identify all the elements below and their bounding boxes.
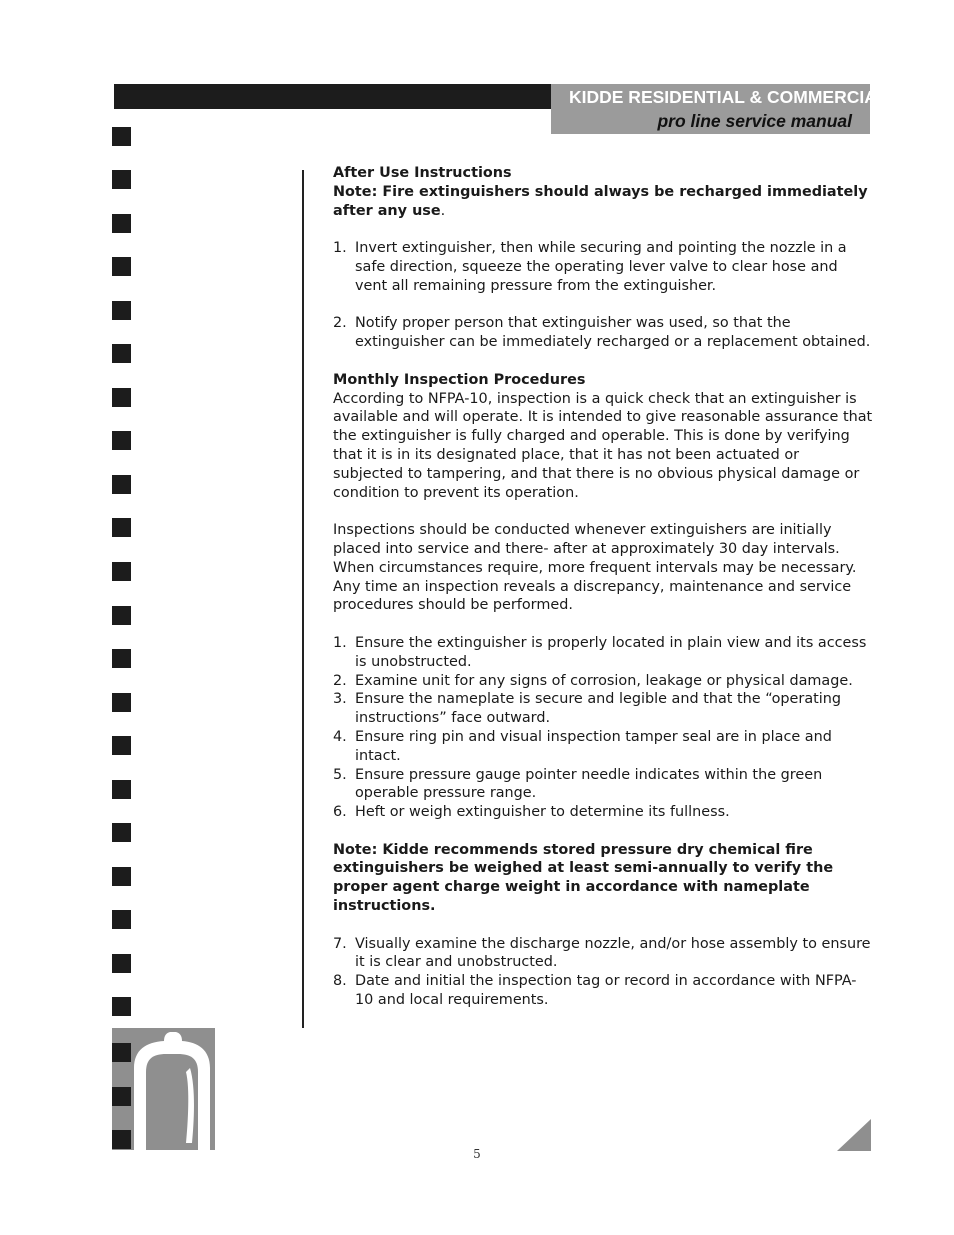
margin-square (112, 736, 131, 755)
margin-square (112, 562, 131, 581)
monthly-heading: Monthly Inspection Procedures (333, 371, 586, 388)
list-item: 4. Ensure ring pin and visual inspection tamper seal are in place and intact. (333, 728, 832, 764)
margin-square (112, 214, 131, 233)
list-item: 7. Visually examine the discharge nozzle, and/or hose assembly to ensure it is clear and unobstructed. (333, 935, 871, 971)
weighing-note: Note: Kidde recommends stored pressure dry chemical fire extinguishers be weighed at least semi-annually to verify the proper agent charge weight in accordance with nameplate instructions. (333, 841, 834, 915)
after-use-note: Note: Fire extinguishers should always be recharged immediately after any use. (333, 183, 868, 219)
margin-square (112, 170, 131, 189)
list-item: 1. Invert extinguisher, then while securing and pointing the nozzle in a safe direction, squeeze the operating lever valve to clear hose and vent all remaining pressure from the extinguisher. (333, 240, 847, 294)
list-item: 3. Ensure the nameplate is secure and legible and that the “operating instructions” face outward. (333, 691, 842, 727)
header-title: KIDDE RESIDENTIAL & COMMERCIAL (569, 87, 888, 107)
margin-square (112, 1043, 131, 1062)
margin-square (112, 431, 131, 450)
page-corner-triangle (837, 1119, 871, 1151)
margin-square (112, 780, 131, 799)
list-item: 2. Notify proper person that extinguisher was used, so that the extinguisher can be immediately recharged or a replacement obtained. (333, 315, 871, 351)
margin-square (112, 1087, 131, 1106)
header-bar (114, 84, 552, 109)
main-content (333, 164, 873, 1010)
margin-square (112, 518, 131, 537)
margin-square (112, 954, 131, 973)
margin-square (112, 649, 131, 668)
margin-square (112, 475, 131, 494)
header-box (551, 84, 888, 134)
extinguisher-logo (112, 1028, 215, 1150)
list-item: 8. Date and initial the inspection tag or record in accordance with NFPA-10 and local requirements. (333, 973, 857, 1009)
margin-square (112, 388, 131, 407)
margin-square (112, 127, 131, 146)
margin-square (112, 606, 131, 625)
vertical-rule (302, 170, 304, 1028)
after-use-heading: After Use Instructions (333, 165, 512, 181)
margin-square (112, 693, 131, 712)
margin-square (112, 910, 131, 929)
margin-square (112, 997, 131, 1016)
list-item: 6. Heft or weigh extinguisher to determine its fullness. (333, 804, 730, 821)
margin-square (112, 257, 131, 276)
header-subtitle: pro line service manual (657, 111, 852, 131)
list-item: 5. Ensure pressure gauge pointer needle indicates within the green operable pressure range. (333, 766, 823, 802)
page-number: 5 (473, 1147, 481, 1161)
monthly-paragraph: According to NFPA-10, inspection is a quick check that an extinguisher is available and will operate. It is intended to give reasonable assurance that the extinguisher is fully charged and operable. This is done by verifying that it is in its designated place, that it has not been actuated or subjected to tampering, and that there is no obvious physical damage or condition to prevent its operation. (333, 390, 873, 501)
margin-square (112, 301, 131, 320)
monthly-paragraph: Inspections should be conducted whenever extinguishers are initially placed into service and there- after at approximately 30 day intervals. When circumstances require, more frequent intervals may be necessary. Any time an inspection reveals a discrepancy, maintenance and service procedures should be performed. (333, 522, 857, 614)
margin-square (112, 867, 131, 886)
list-item: 1. Ensure the extinguisher is properly located in plain view and its access is unobstructed. (333, 634, 867, 670)
margin-square (112, 344, 131, 363)
list-item: 2. Examine unit for any signs of corrosion, leakage or physical damage. (333, 672, 853, 689)
margin-square (112, 823, 131, 842)
